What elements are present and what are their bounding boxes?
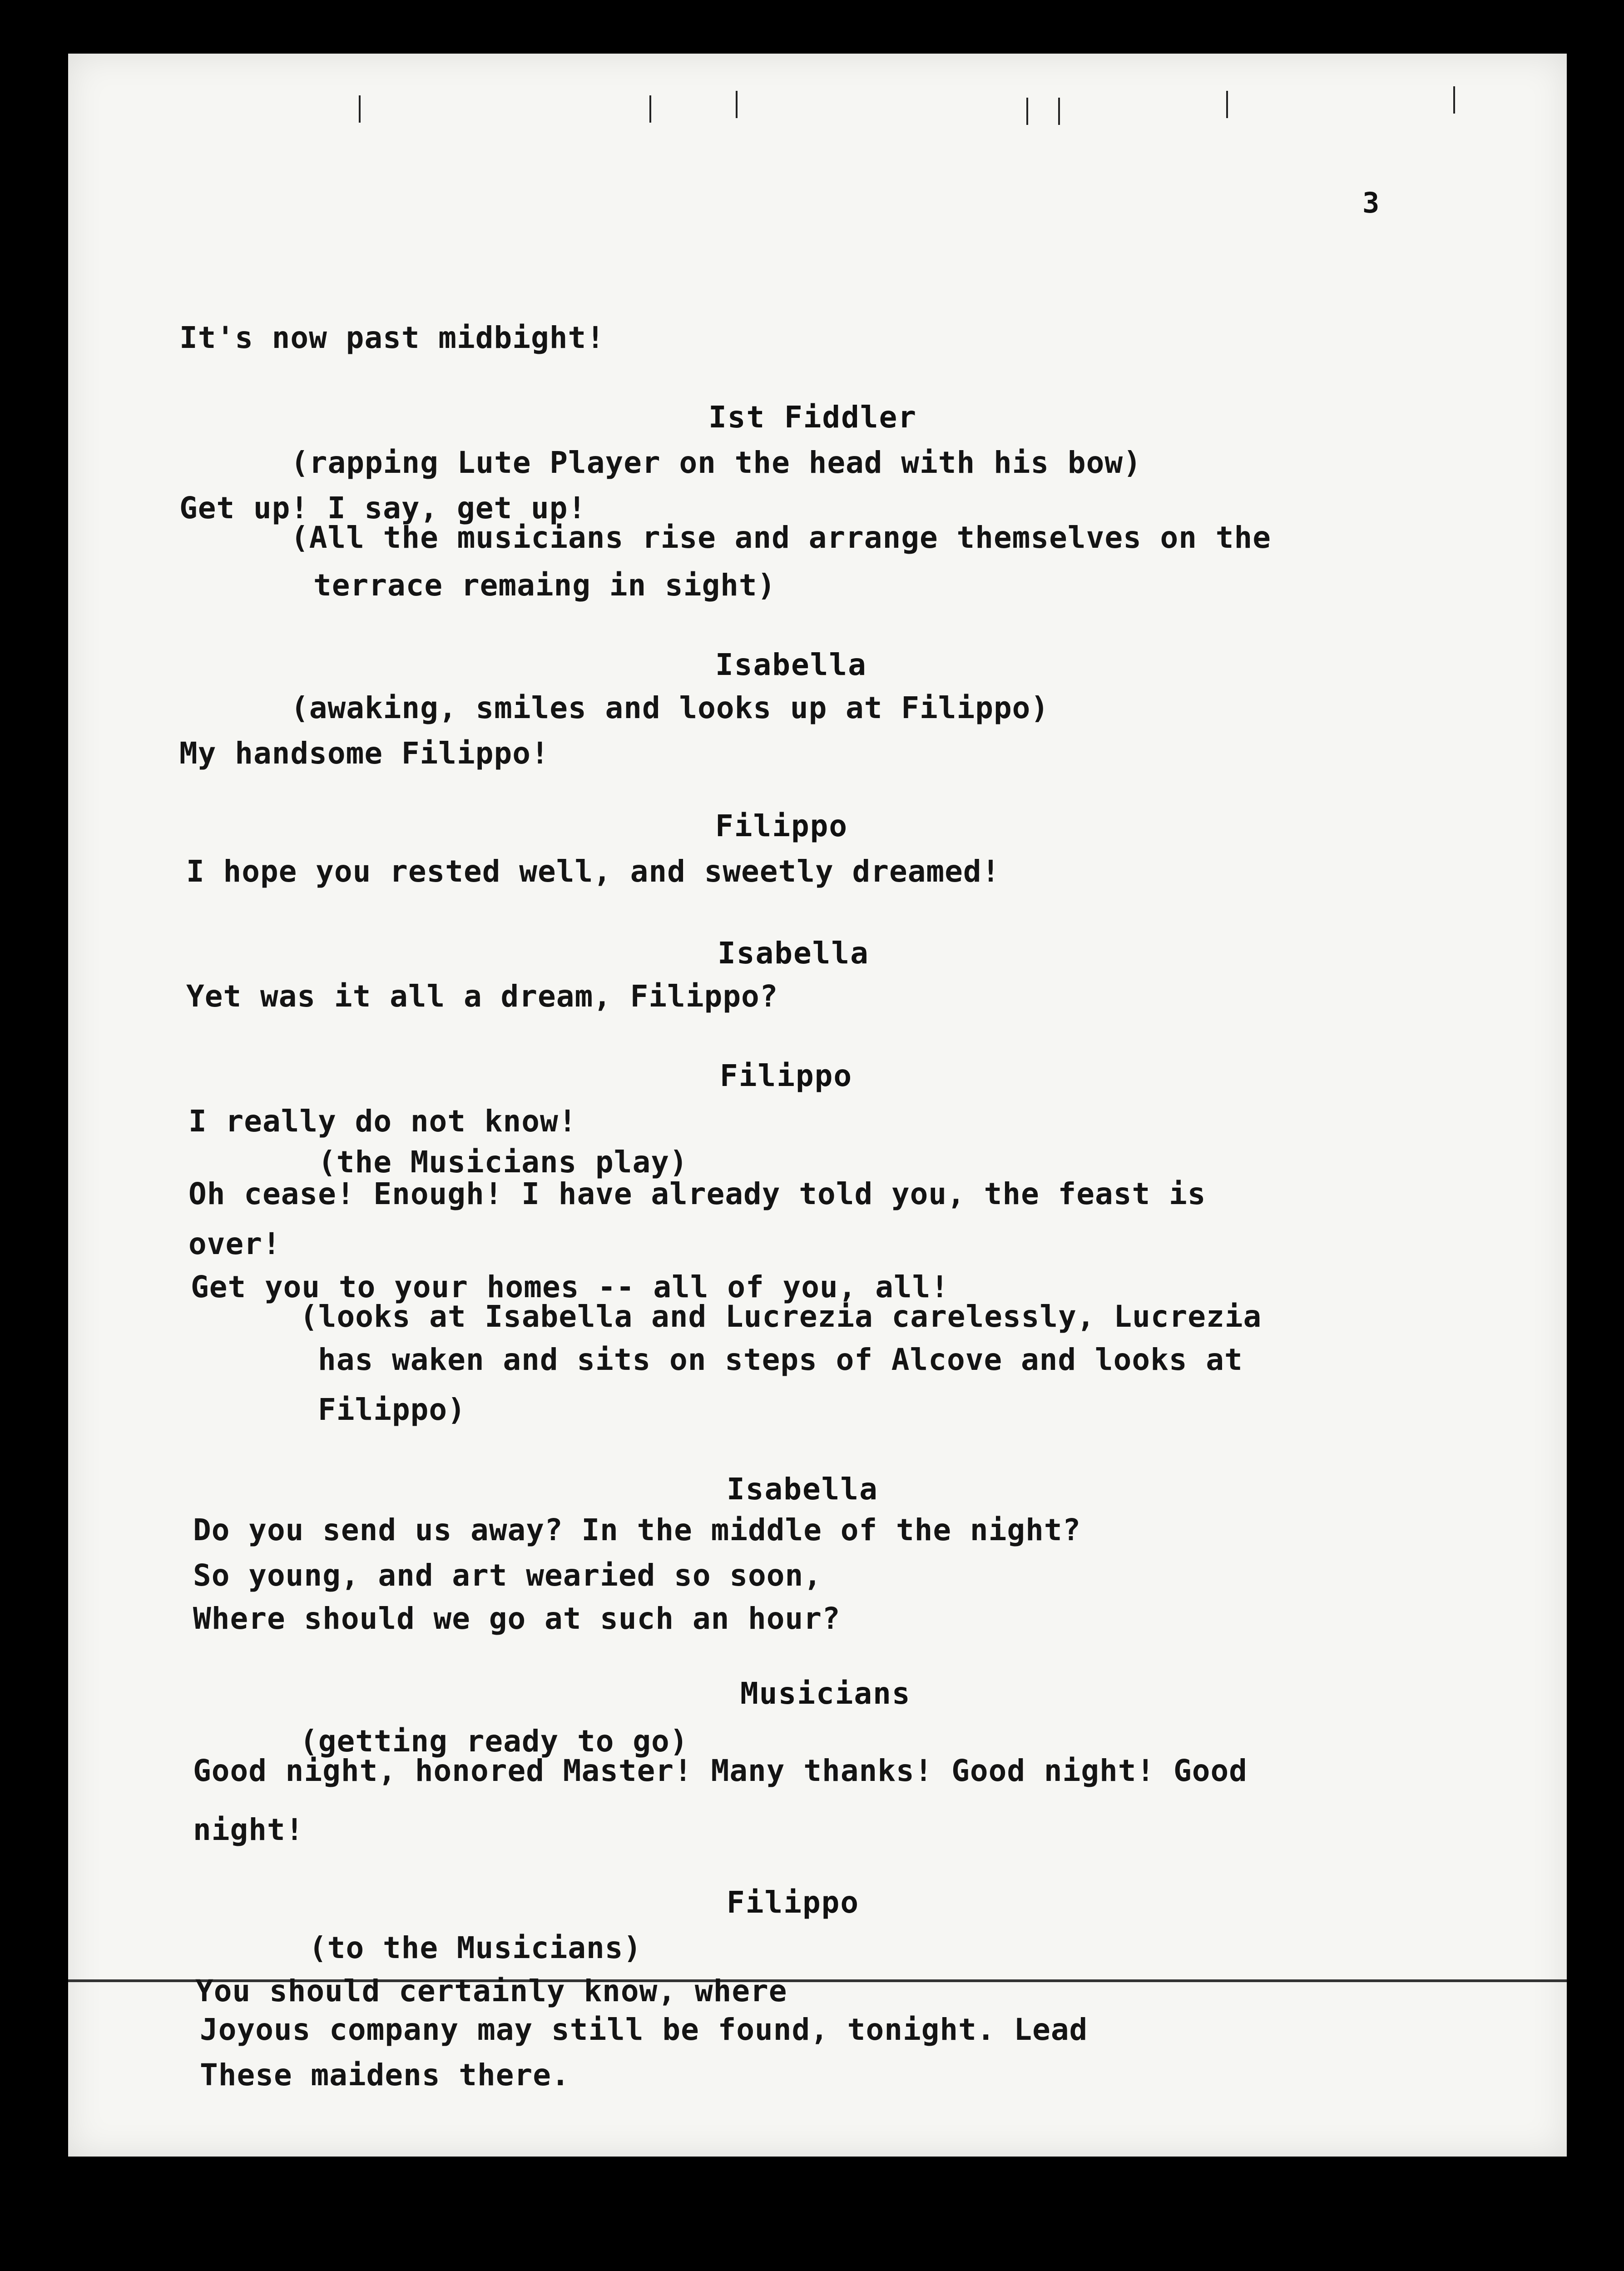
speaker-name: Filippo — [715, 808, 848, 843]
page-number: 3 — [1362, 186, 1380, 219]
speaker-name: Ist Fiddler — [708, 400, 917, 435]
dialogue-line: over! — [188, 1226, 281, 1261]
dialogue-line: I really do not know! — [188, 1104, 577, 1139]
dialogue-line: Oh cease! Enough! I have already told you, the feast is — [188, 1176, 1206, 1211]
dialogue-line: night! — [193, 1812, 304, 1847]
dialogue-line: Joyous company may still be found, tonight. Lead — [200, 2012, 1088, 2047]
stage-direction: (the Musicians play) — [318, 1145, 688, 1180]
stage-direction: (getting ready to go) — [300, 1724, 688, 1759]
dialogue-line: Get you to your homes -- all of you, all! — [191, 1269, 950, 1304]
dialogue-line: These maidens there. — [200, 2058, 570, 2092]
stage-direction: has waken and sits on steps of Alcove and looks at — [318, 1342, 1243, 1377]
speaker-name: Isabella — [718, 936, 869, 971]
stage-direction: terrace remaing in sight) — [313, 568, 776, 603]
dialogue-line: You should certainly know, where — [195, 1973, 787, 2008]
stage-direction: (All the musicians rise and arrange themselves on the — [291, 520, 1271, 555]
speaker-name: Filippo — [720, 1058, 853, 1093]
scan-mark — [1058, 98, 1060, 125]
dialogue-line: I hope you rested well, and sweetly dreamed! — [186, 854, 1000, 889]
dialogue-line: Good night, honored Master! Many thanks! Good night! Good — [193, 1753, 1248, 1788]
speaker-name: Musicians — [740, 1676, 911, 1711]
scan-mark — [736, 91, 738, 118]
scan-mark — [359, 95, 361, 123]
dialogue-line: Do you send us away? In the middle of the night? — [193, 1512, 1081, 1547]
scan-mark — [1026, 98, 1028, 125]
scan-mark — [1453, 86, 1455, 114]
stage-direction: Filippo) — [318, 1392, 466, 1427]
scan-mark — [649, 95, 651, 123]
dialogue-line: Yet was it all a dream, Filippo? — [186, 979, 778, 1014]
stage-direction: (awaking, smiles and looks up at Filippo) — [291, 690, 1050, 725]
speaker-name: Isabella — [727, 1472, 878, 1507]
dialogue-line: My handsome Filippo! — [179, 736, 550, 771]
dialogue-line: It's now past midbight! — [179, 320, 605, 355]
speaker-name: Isabella — [715, 647, 867, 682]
speaker-name: Filippo — [727, 1885, 860, 1920]
stage-direction: (rapping Lute Player on the head with his bow) — [291, 445, 1142, 480]
dialogue-line: Get up! I say, get up! — [179, 491, 587, 526]
dialogue-line: Where should we go at such an hour? — [193, 1601, 841, 1636]
stage-direction: (looks at Isabella and Lucrezia carelessly, Lucrezia — [300, 1299, 1262, 1334]
scan-mark — [1226, 91, 1228, 118]
dialogue-line: So young, and art wearied so soon, — [193, 1558, 822, 1593]
stage-direction: (to the Musicians) — [309, 1930, 642, 1965]
